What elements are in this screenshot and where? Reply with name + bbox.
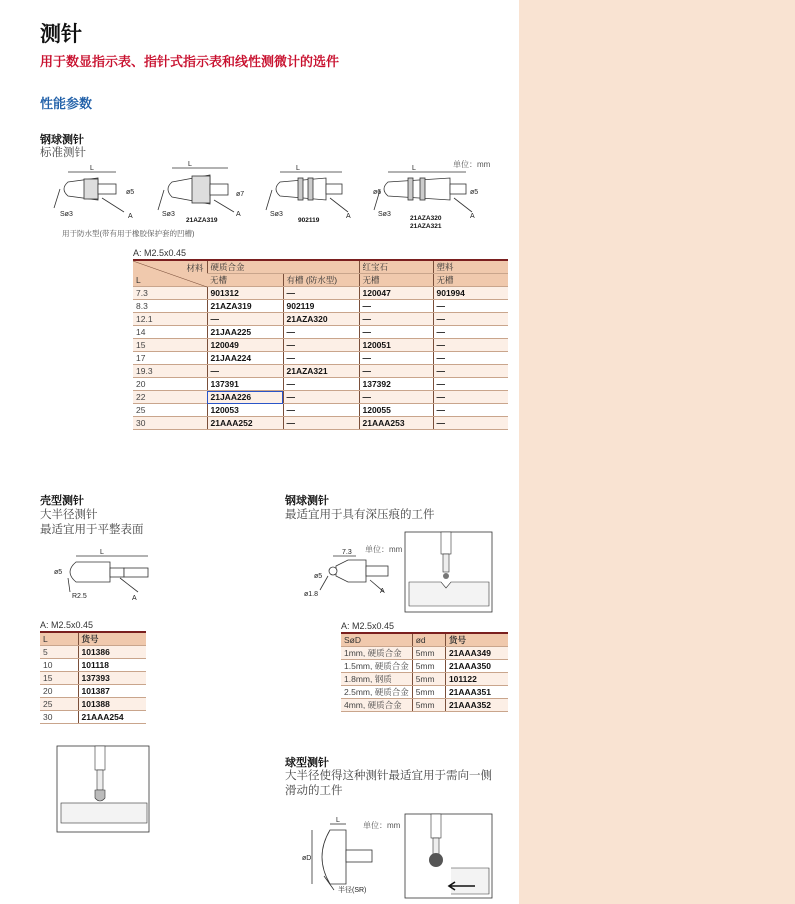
steel-ball-cell: — bbox=[433, 365, 508, 378]
shell-row bbox=[40, 711, 146, 724]
shell-row bbox=[40, 672, 146, 685]
corner-material: 材料 bbox=[186, 263, 204, 273]
ball2-cell: 101122 bbox=[445, 673, 508, 686]
steel-ball-row bbox=[133, 339, 508, 352]
steel-ball-cell: 15 bbox=[133, 339, 207, 352]
ball2-cell: 21AAA352 bbox=[445, 699, 508, 712]
corner-L: L bbox=[136, 275, 141, 285]
ball2-cell: 21AAA350 bbox=[445, 660, 508, 673]
steel-ball-cell: 21AAA252 bbox=[207, 417, 283, 430]
group-carbide: 硬质合金 bbox=[207, 260, 359, 274]
shell-cell: 15 bbox=[40, 672, 78, 685]
ball2-line1: 最适宜用于具有深压痕的工件 bbox=[285, 509, 435, 521]
ball2-dim-ball: ø1.8 bbox=[304, 591, 319, 598]
ball2-header-sd: SøD bbox=[341, 633, 412, 647]
steel-ball-cell: 21JAA224 bbox=[207, 352, 283, 365]
dim-L-3: L bbox=[296, 165, 300, 172]
shell-cell: 21AAA254 bbox=[78, 711, 146, 724]
steel-ball-cell: — bbox=[283, 326, 359, 339]
ball2-header-d: ød bbox=[412, 633, 445, 647]
steel-ball-cell: — bbox=[283, 404, 359, 417]
steel-ball-cell: — bbox=[207, 313, 283, 326]
steel-ball-cell: — bbox=[433, 391, 508, 404]
shell-dim-A: A bbox=[132, 595, 137, 602]
shell-cell: 101118 bbox=[78, 659, 146, 672]
steel-ball-cell: — bbox=[433, 313, 508, 326]
dim-d-2: ø7 bbox=[236, 191, 245, 198]
shell-table bbox=[40, 631, 146, 724]
thread-label-1: A: M2.5x0.45 bbox=[133, 248, 187, 258]
ball2-unit: 单位：mm bbox=[365, 545, 403, 554]
ball2-cell: 5mm bbox=[412, 647, 445, 660]
group-plastic: 塑料 bbox=[433, 260, 508, 274]
thread-label-2: A: M2.5x0.45 bbox=[40, 620, 94, 630]
ball2-dim-A: A bbox=[380, 588, 385, 595]
shell-cell: 10 bbox=[40, 659, 78, 672]
spherical-usage-illustration bbox=[405, 814, 492, 898]
steel-ball-row bbox=[133, 313, 508, 326]
steel-ball-cell: 120047 bbox=[359, 287, 433, 300]
steel-ball-sub: 标准测针 bbox=[40, 147, 86, 159]
dim-sphere-2: Sø3 bbox=[162, 211, 175, 218]
spherical-heading: 球型测针 bbox=[285, 757, 329, 769]
ball2-cell: 1.8mm, 钢质 bbox=[341, 673, 412, 686]
dim-L-2: L bbox=[188, 161, 192, 168]
shell-cell: 20 bbox=[40, 685, 78, 698]
steel-ball-cell: — bbox=[283, 339, 359, 352]
dim-d-1: ø5 bbox=[126, 189, 135, 196]
shell-dim-L: L bbox=[100, 549, 104, 556]
steel-ball-cell: 902119 bbox=[283, 300, 359, 313]
steel-ball-cell: 137391 bbox=[207, 378, 283, 391]
steel-ball-cell: 8.3 bbox=[133, 300, 207, 313]
dim-L-4: L bbox=[412, 165, 416, 172]
steel-ball-cell: 14 bbox=[133, 326, 207, 339]
steel-ball-cell: — bbox=[283, 287, 359, 300]
steel-ball-cell: 120053 bbox=[207, 404, 283, 417]
steel-ball-cell: — bbox=[283, 417, 359, 430]
steel-ball-row bbox=[133, 352, 508, 365]
steel-ball-cell: 21AZA320 bbox=[283, 313, 359, 326]
steel-ball-cell: — bbox=[359, 352, 433, 365]
steel-ball-cell: 25 bbox=[133, 404, 207, 417]
steel-ball-cell: 20 bbox=[133, 378, 207, 391]
shell-header-L: L bbox=[40, 632, 78, 646]
spherical-dim-sr: 半径(SR) bbox=[338, 887, 367, 894]
spherical-unit: 单位：mm bbox=[363, 821, 401, 830]
ball2-cell: 4mm, 硬质合金 bbox=[341, 699, 412, 712]
shell-row bbox=[40, 646, 146, 659]
sub-no-groove-ruby: 无槽 bbox=[359, 274, 433, 287]
steel-ball-table bbox=[133, 259, 508, 430]
dim-sphere-4: Sø3 bbox=[378, 211, 391, 218]
ball2-heading: 钢球测针 bbox=[285, 495, 329, 507]
steel-ball-cell: — bbox=[359, 300, 433, 313]
stylus-drawing-4 bbox=[374, 172, 472, 212]
ball2-cell: 21AAA351 bbox=[445, 686, 508, 699]
sub-no-groove-plastic: 无槽 bbox=[433, 274, 508, 287]
right-margin-panel bbox=[519, 0, 795, 904]
shell-row bbox=[40, 659, 146, 672]
shell-header-code: 货号 bbox=[78, 632, 146, 646]
steel-ball-cell: — bbox=[433, 417, 508, 430]
steel-ball-cell: 21JAA225 bbox=[207, 326, 283, 339]
ball2-table bbox=[341, 632, 508, 712]
shell-cell: 101386 bbox=[78, 646, 146, 659]
steel-ball-row bbox=[133, 404, 508, 417]
shell-drawing bbox=[50, 548, 160, 608]
steel-ball-cell: — bbox=[359, 326, 433, 339]
ball2-usage-illustration bbox=[405, 532, 492, 612]
steel-ball-cell: 120051 bbox=[359, 339, 433, 352]
code-label-1: 21AZA319 bbox=[186, 217, 218, 224]
steel-ball-cell: — bbox=[433, 404, 508, 417]
steel-ball-row bbox=[133, 287, 508, 300]
shell-cell: 5 bbox=[40, 646, 78, 659]
spherical-line1: 大半径使得这种测针最适宜用于需向一侧 bbox=[285, 770, 492, 782]
ball2-dim-d: ø5 bbox=[314, 573, 323, 580]
steel-ball-cell: 137392 bbox=[359, 378, 433, 391]
steel-ball-row bbox=[133, 378, 508, 391]
steel-ball-cell: 901994 bbox=[433, 287, 508, 300]
steel-ball-cell: — bbox=[359, 365, 433, 378]
steel-ball-cell: 21JAA226 bbox=[207, 391, 283, 404]
ball2-cell: 5mm bbox=[412, 673, 445, 686]
shell-line1: 大半径测针 bbox=[40, 509, 98, 521]
dim-A-4: A bbox=[470, 213, 475, 220]
dim-A-2: A bbox=[236, 211, 241, 218]
shell-line2: 最适宜用于平整表面 bbox=[40, 524, 144, 536]
ball2-row bbox=[341, 647, 508, 660]
shell-cell: 101388 bbox=[78, 698, 146, 711]
shell-cell: 101387 bbox=[78, 685, 146, 698]
dim-A-3: A bbox=[346, 213, 351, 220]
ball2-cell: 2.5mm, 硬质合金 bbox=[341, 686, 412, 699]
steel-ball-cell: — bbox=[359, 313, 433, 326]
unit-label: 单位：mm bbox=[453, 160, 491, 169]
code-label-3: 21AZA320 bbox=[410, 215, 442, 222]
steel-ball-cell: — bbox=[283, 391, 359, 404]
ball2-cell: 1mm, 硬质合金 bbox=[341, 647, 412, 660]
ball2-row bbox=[341, 673, 508, 686]
thread-label-3: A: M2.5x0.45 bbox=[341, 621, 395, 631]
steel-ball-row bbox=[133, 417, 508, 430]
group-ruby: 红宝石 bbox=[359, 260, 433, 274]
spherical-dim-L: L bbox=[336, 817, 340, 824]
steel-ball-cell: 901312 bbox=[207, 287, 283, 300]
shell-heading: 壳型测针 bbox=[40, 495, 84, 507]
steel-ball-row bbox=[133, 300, 508, 313]
shell-row bbox=[40, 698, 146, 711]
ball2-cell: 5mm bbox=[412, 686, 445, 699]
shell-dim-d: ø5 bbox=[54, 569, 63, 576]
steel-ball-cell: 30 bbox=[133, 417, 207, 430]
code-label-4: 21AZA321 bbox=[410, 223, 442, 230]
steel-ball-row bbox=[133, 326, 508, 339]
spherical-line2: 滑动的工件 bbox=[285, 785, 343, 797]
steel-ball-row bbox=[133, 365, 508, 378]
ball2-cell: 21AAA349 bbox=[445, 647, 508, 660]
table-corner bbox=[133, 260, 207, 287]
shell-cell: 25 bbox=[40, 698, 78, 711]
sub-no-groove: 无槽 bbox=[207, 274, 283, 287]
steel-ball-cell: 12.1 bbox=[133, 313, 207, 326]
dim-sphere-3: Sø3 bbox=[270, 211, 283, 218]
ball2-cell: 5mm bbox=[412, 660, 445, 673]
steel-ball-cell: 120049 bbox=[207, 339, 283, 352]
shell-row bbox=[40, 685, 146, 698]
ball2-row bbox=[341, 686, 508, 699]
code-label-2: 902119 bbox=[298, 217, 320, 224]
steel-ball-cell: 21AZA321 bbox=[283, 365, 359, 378]
shell-cell: 137393 bbox=[78, 672, 146, 685]
stylus-drawing-1 bbox=[54, 172, 124, 212]
steel-ball-cell: 21AZA319 bbox=[207, 300, 283, 313]
dim-sphere-1: Sø3 bbox=[60, 211, 73, 218]
spherical-dim-d: øD bbox=[302, 855, 312, 862]
ball2-cell: 1.5mm, 硬质合金 bbox=[341, 660, 412, 673]
steel-ball-cell: 19.3 bbox=[133, 365, 207, 378]
steel-ball-cell: — bbox=[283, 378, 359, 391]
steel-ball-cell: — bbox=[283, 352, 359, 365]
steel-ball-cell: 21AAA253 bbox=[359, 417, 433, 430]
steel-ball-row bbox=[133, 391, 508, 404]
steel-ball-cell: 22 bbox=[133, 391, 207, 404]
ball2-row bbox=[341, 660, 508, 673]
ball2-dim-len: 7.3 bbox=[342, 549, 352, 556]
steel-ball-cell: 120055 bbox=[359, 404, 433, 417]
ball2-row bbox=[341, 699, 508, 712]
shell-cell: 30 bbox=[40, 711, 78, 724]
shell-dim-r: R2.5 bbox=[72, 593, 87, 600]
steel-ball-cell: 17 bbox=[133, 352, 207, 365]
shell-usage-illustration bbox=[57, 746, 149, 832]
steel-ball-cell: — bbox=[359, 391, 433, 404]
dim-d-4: ø5 bbox=[470, 189, 479, 196]
section-title: 性能参数 bbox=[40, 96, 93, 111]
page-subtitle: 用于数显指示表、指针式指示表和线性测微计的选件 bbox=[40, 54, 340, 69]
dim-d-4b: ø6 bbox=[373, 189, 382, 196]
ball2-cell: 5mm bbox=[412, 699, 445, 712]
steel-ball-cell: — bbox=[433, 300, 508, 313]
ball2-header-code: 货号 bbox=[445, 633, 508, 647]
waterproof-note: 用于防水型(带有用于橡胶保护套的凹槽) bbox=[62, 229, 195, 238]
dim-A-1: A bbox=[128, 213, 133, 220]
steel-ball-cell: — bbox=[433, 326, 508, 339]
steel-ball-cell: — bbox=[433, 378, 508, 391]
steel-ball-heading: 钢球测针 bbox=[40, 134, 84, 146]
sub-groove: 有槽 (防水型) bbox=[283, 274, 359, 287]
steel-ball-cell: — bbox=[433, 352, 508, 365]
stylus-drawing-3 bbox=[266, 172, 348, 212]
dim-L-1: L bbox=[90, 165, 94, 172]
steel-ball-cell: 7.3 bbox=[133, 287, 207, 300]
steel-ball-cell: — bbox=[433, 339, 508, 352]
page-title: 测针 bbox=[40, 23, 82, 46]
stylus-drawing-2 bbox=[158, 168, 234, 212]
steel-ball-cell: — bbox=[207, 365, 283, 378]
